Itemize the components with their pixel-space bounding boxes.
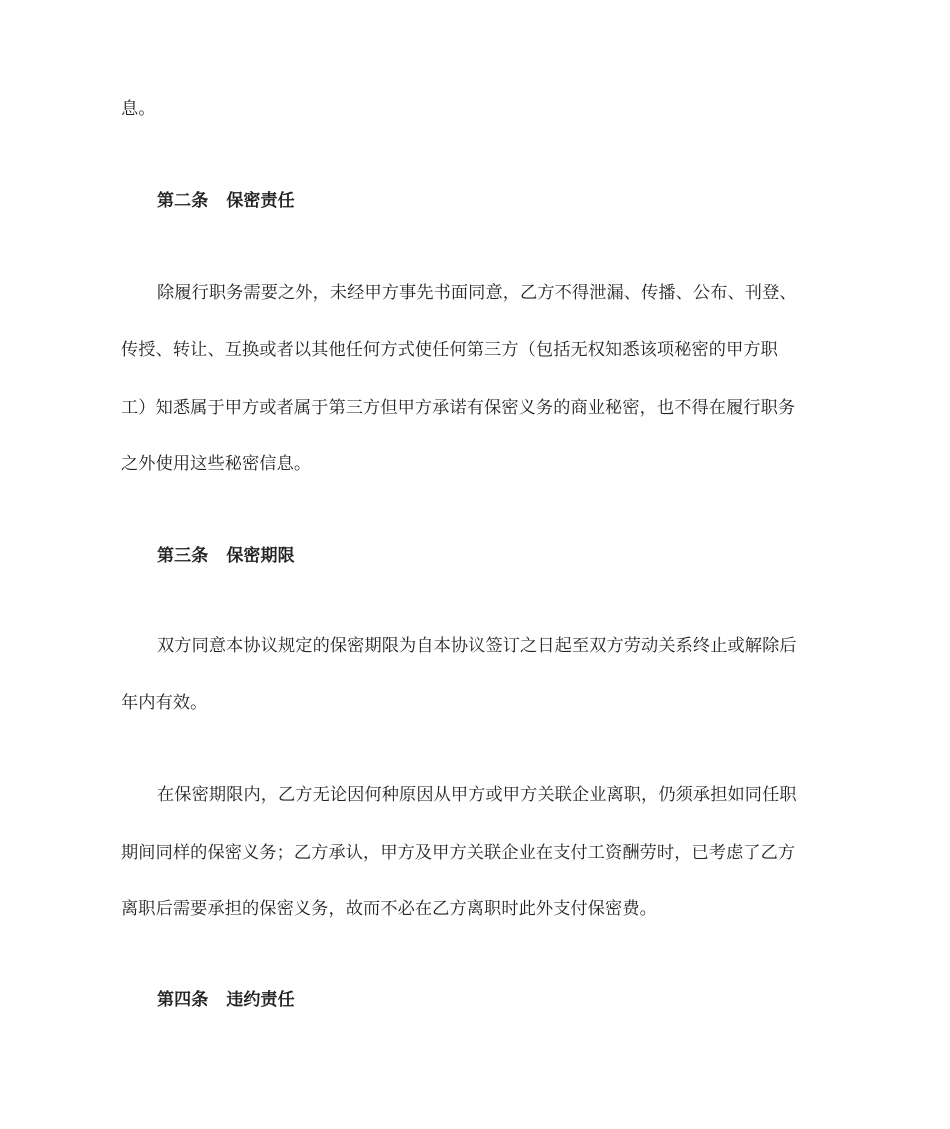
article-2-heading [157, 189, 869, 213]
paragraph-line: 年内有效。 [121, 693, 208, 713]
paragraph-line: 之外使用这些秘密信息。 [121, 454, 312, 474]
paragraph-line: 息。 [121, 99, 156, 119]
paragraph-line: 工）知悉属于甲方或者属于第三方但甲方承诺有保密义务的商业秘密，也不得在履行职务 [121, 398, 796, 418]
paragraph-line: 双方同意本协议规定的保密期限为自本协议签订之日起至双方劳动关系终止或解除后 [157, 636, 797, 656]
article-number: 第四条 [157, 990, 209, 1010]
paragraph-line: 在保密期限内，乙方无论因何种原因从甲方或甲方关联企业离职，仍须承担如同任职 [157, 785, 797, 805]
paragraph-line: 传授、转让、互换或者以其他任何方式使任何第三方（包括无权知悉该项秘密的甲方职 [121, 340, 778, 360]
article-title: 违约责任 [226, 990, 295, 1010]
article-title: 保密期限 [226, 546, 295, 566]
article-3-heading [157, 544, 869, 568]
article-number: 第二条 [157, 191, 209, 211]
paragraph-line: 除履行职务需要之外，未经甲方事先书面同意，乙方不得泄漏、传播、公布、刊登、 [157, 283, 797, 303]
article-title: 保密责任 [226, 191, 295, 211]
paragraph-line: 期间同样的保密义务；乙方承认，甲方及甲方关联企业在支付工资酬劳时，已考虑了乙方 [121, 843, 796, 863]
article-4-heading [157, 988, 869, 1012]
paragraph-line: 离职后需要承担的保密义务，故而不必在乙方离职时此外支付保密费。 [121, 899, 657, 919]
article-number: 第三条 [157, 546, 209, 566]
